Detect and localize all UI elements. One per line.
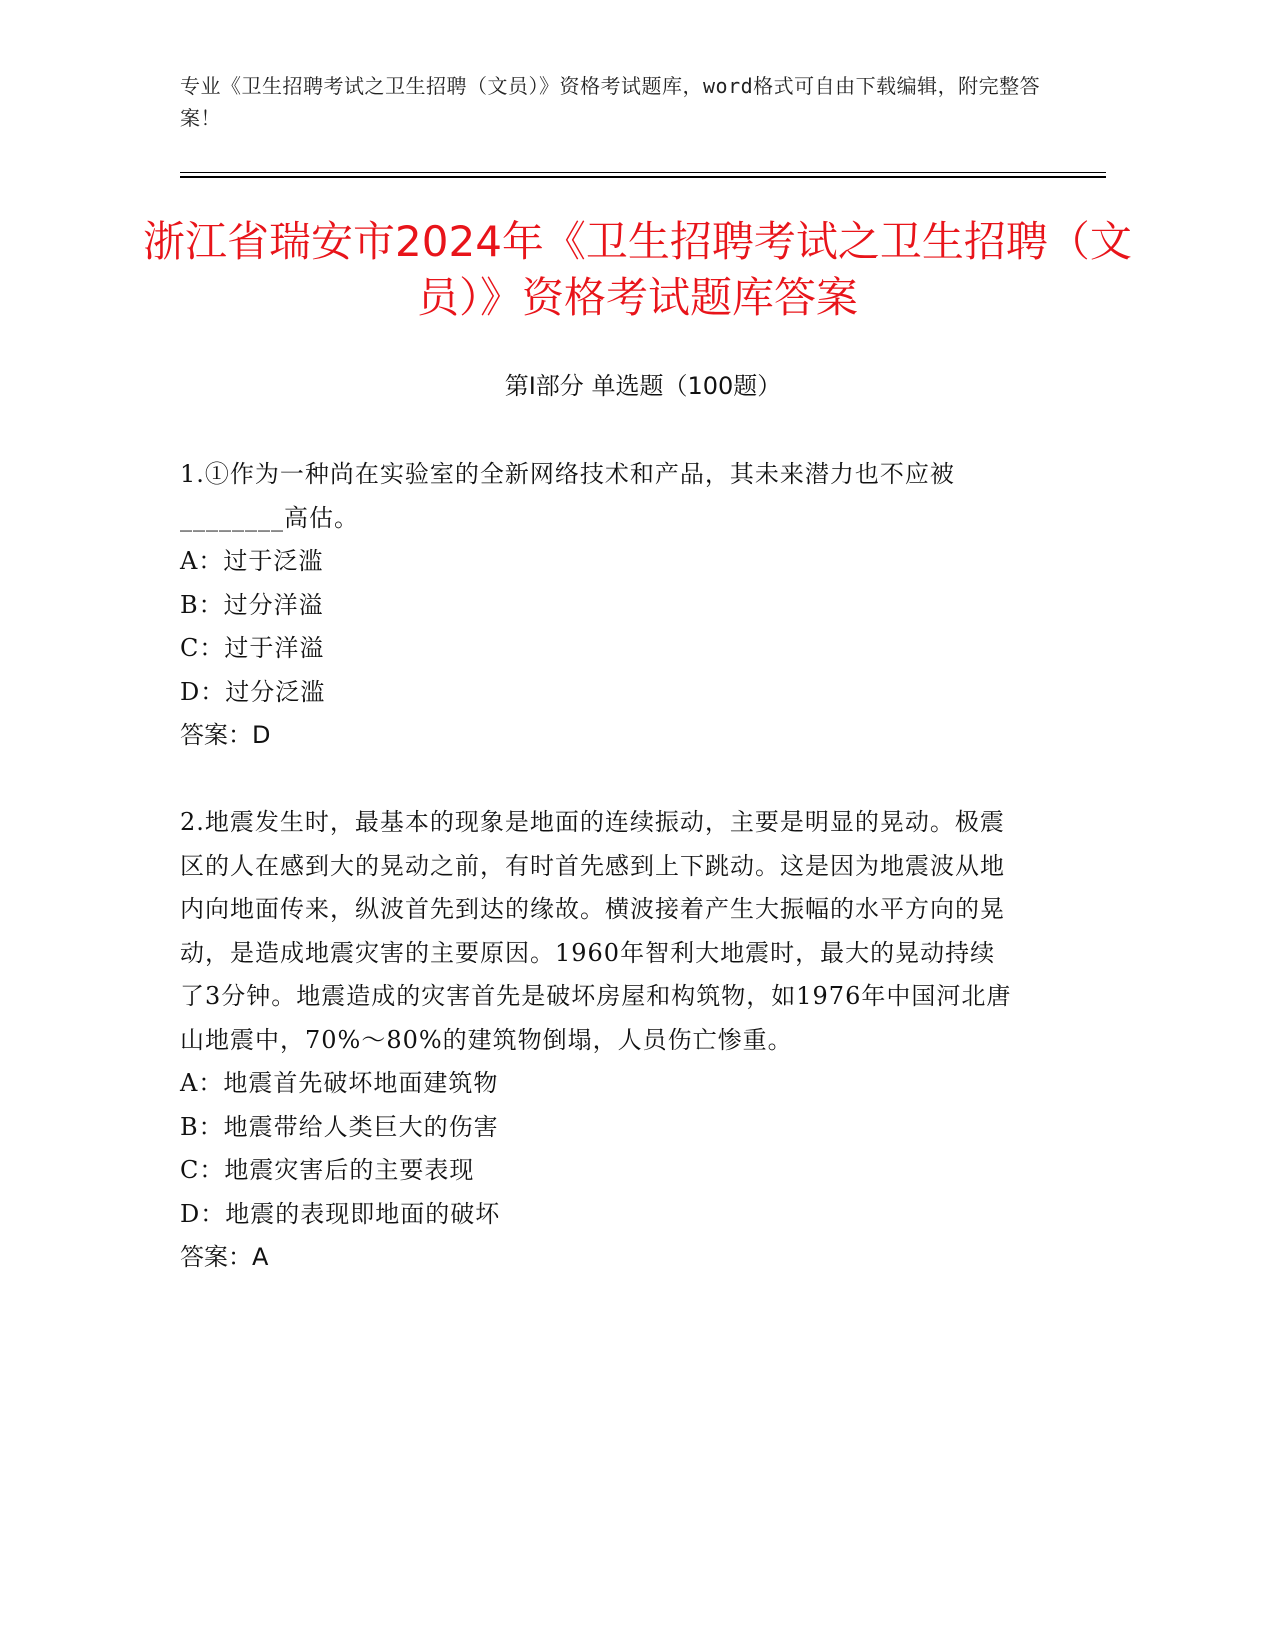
header-divider-thick — [180, 176, 1106, 178]
header-divider-thin — [180, 172, 1106, 173]
question-item — [180, 801, 1020, 1280]
option-b: B：过分洋溢 — [180, 590, 324, 619]
option-b: B：地震带给人类巨大的伤害 — [180, 1112, 499, 1141]
option-c: C：地震灾害后的主要表现 — [180, 1156, 475, 1184]
question-text: 1.①作为一种尚在实验室的全新网络技术和产品，其未来潜力也不应被________高估。 — [180, 460, 955, 532]
question-item — [180, 453, 1020, 758]
option-a: A：过于泛滥 — [180, 547, 324, 575]
section-heading: 第Ⅰ部分 单选题（100题） — [504, 372, 782, 400]
option-d: D：地震的表现即地面的破坏 — [180, 1199, 501, 1228]
header-note: 专业《卫生招聘考试之卫生招聘（文员）》资格考试题库，word格式可自由下载编辑，附完整答案！ — [180, 74, 1041, 130]
answer-line: 答案：A — [180, 1243, 269, 1271]
option-d: D：过分泛滥 — [180, 677, 326, 706]
option-c: C：过于洋溢 — [180, 634, 325, 662]
option-a: A：地震首先破坏地面建筑物 — [180, 1069, 499, 1097]
document-title: 浙江省瑞安市2024年《卫生招聘考试之卫生招聘（文员）》资格考试题库答案 — [143, 217, 1132, 322]
answer-line: 答案：D — [180, 721, 271, 749]
question-text: 2.地震发生时，最基本的现象是地面的连续振动，主要是明显的晃动。极震区的人在感到大的晃动之前，有时首先感到上下跳动。这是因为地震波从地内向地面传来，纵波首先到达的缘故。横波接着产生大振幅的水平方向的晃动，是造成地震灾害的主要原因。1960年智利大地震时，最大的晃动持续了3分钟。地震造成的灾害首先是破坏房屋和构筑物，如1976年中国河北唐山地震中，70%～80%的建筑物倒塌，人员伤亡惨重。 — [180, 808, 1012, 1054]
